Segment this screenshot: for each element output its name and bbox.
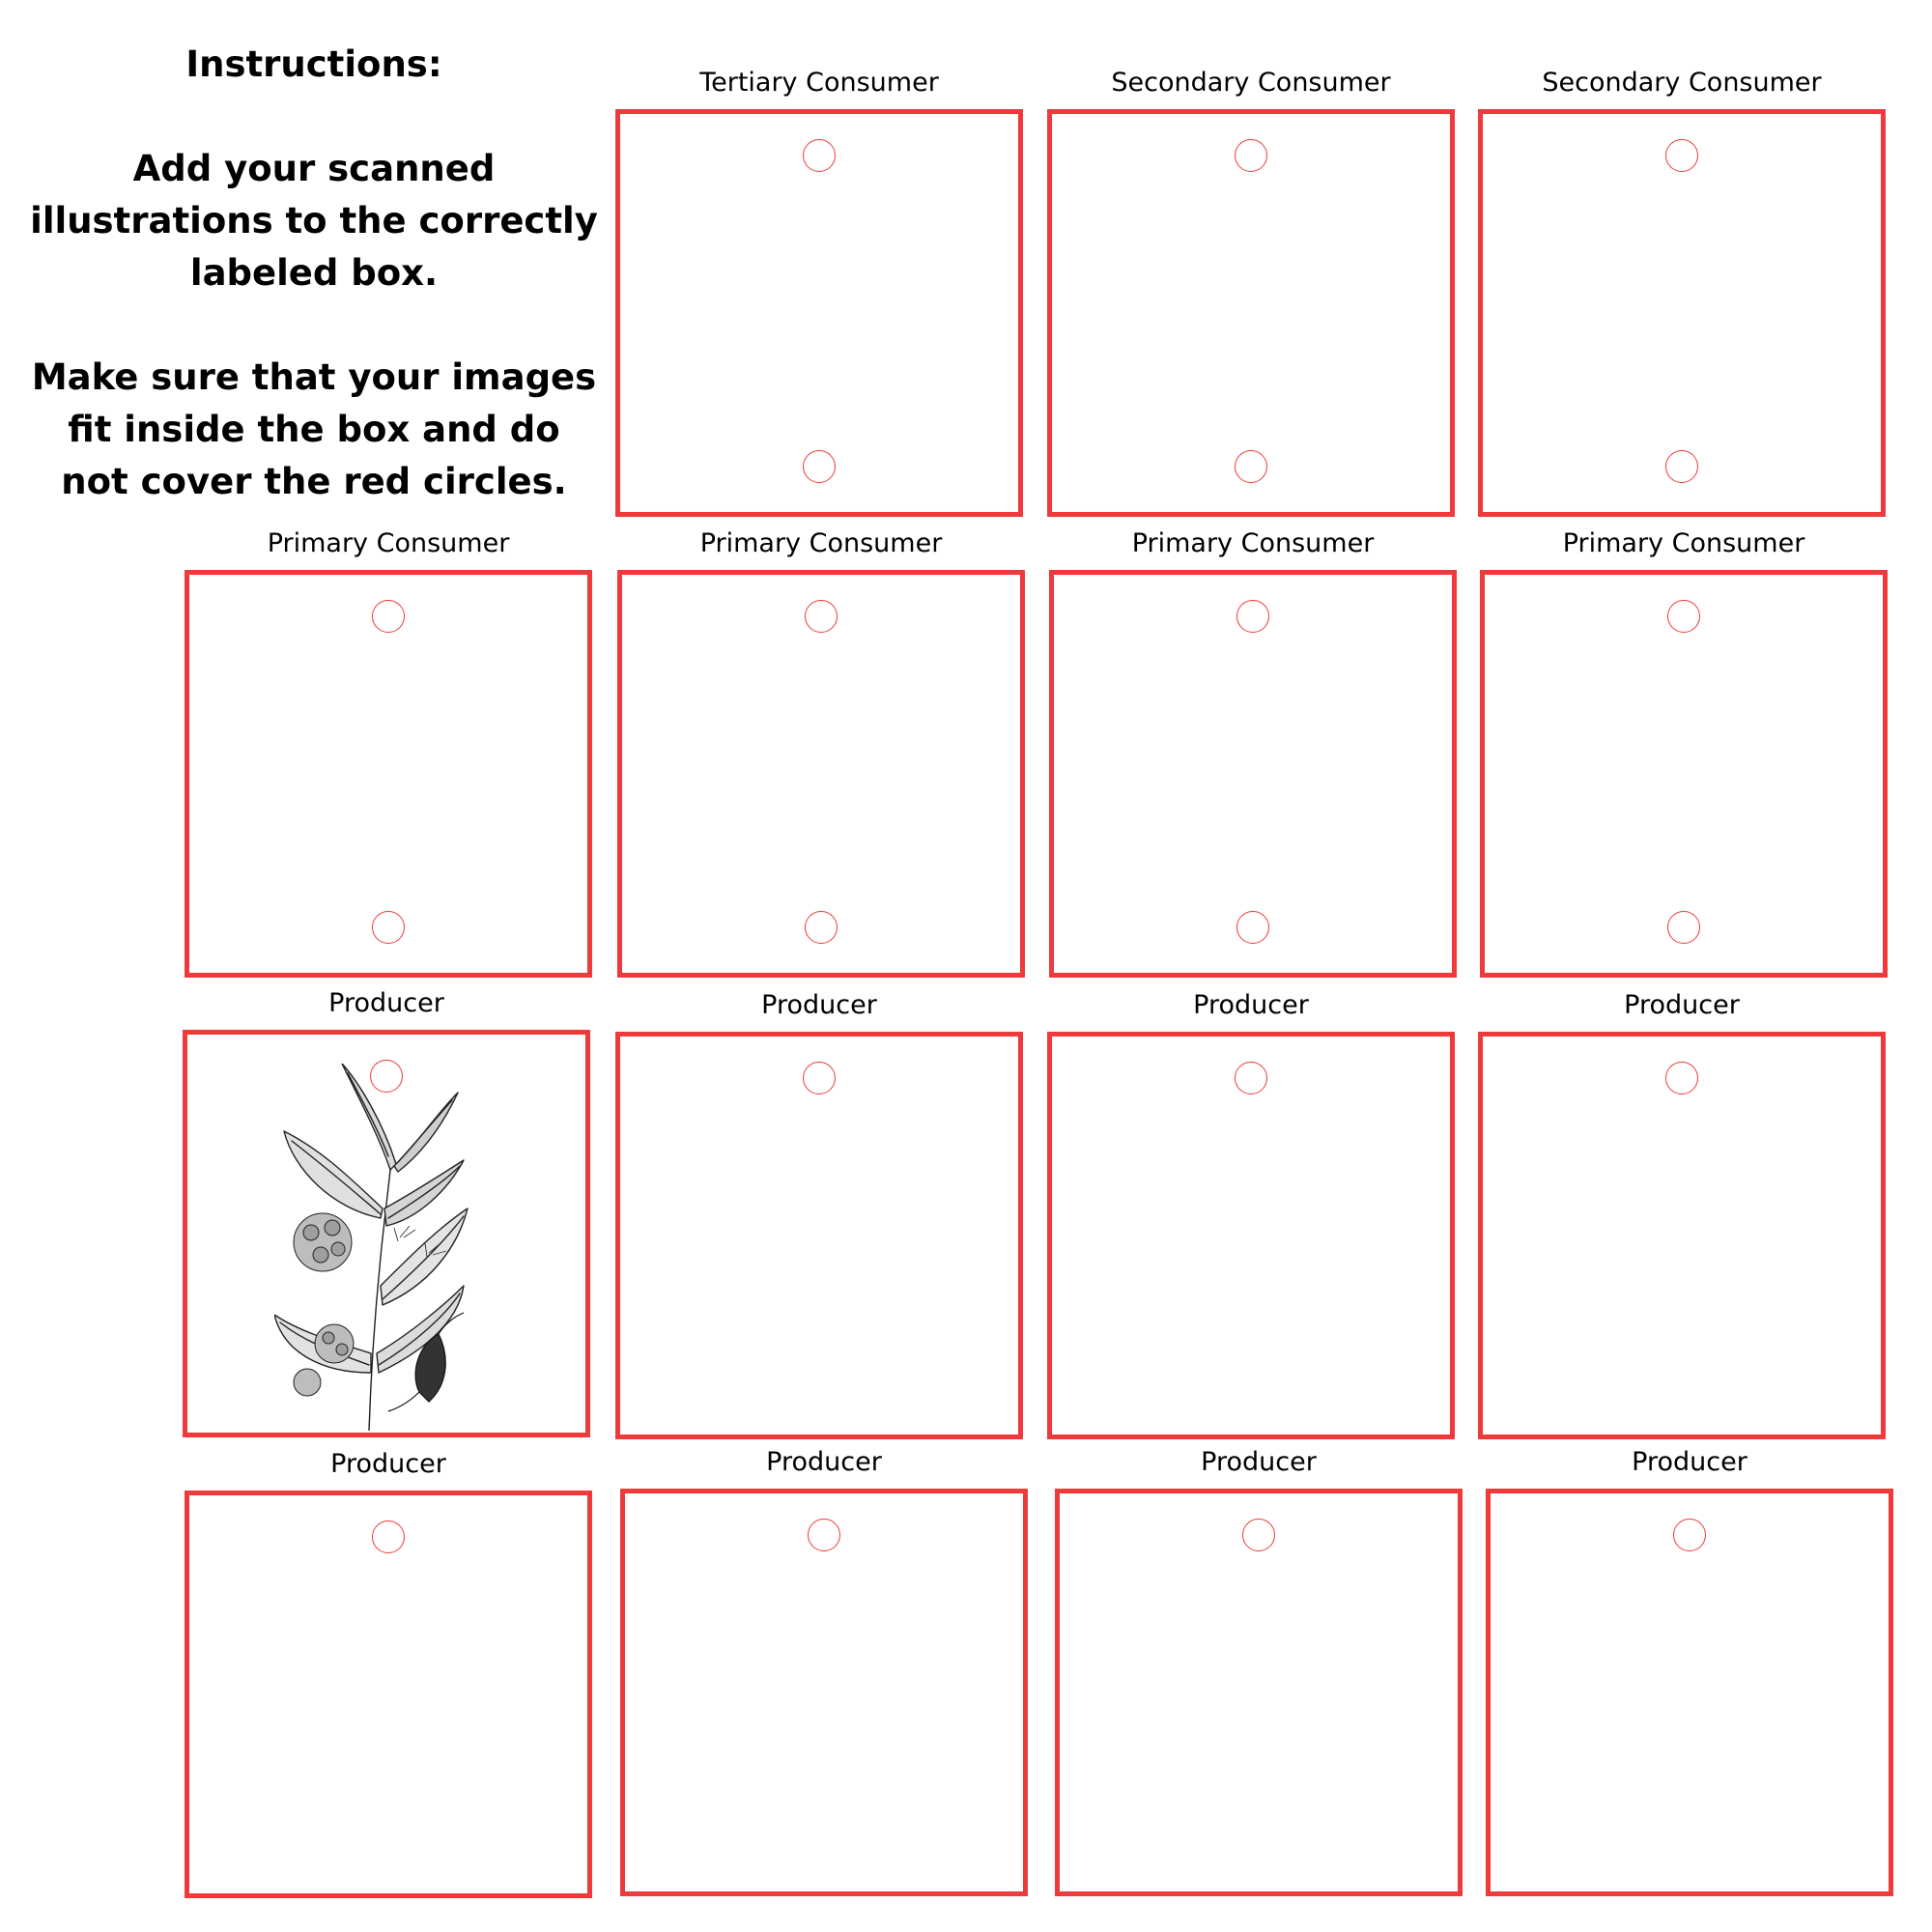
top-hole-marker bbox=[372, 1520, 405, 1553]
drop-box-producer-4[interactable] bbox=[1478, 990, 1886, 1439]
box-frame[interactable] bbox=[183, 1030, 590, 1437]
top-hole-marker bbox=[1673, 1519, 1706, 1551]
top-hole-marker bbox=[1665, 139, 1698, 172]
drop-box-primary-consumer-2[interactable] bbox=[617, 528, 1025, 978]
box-frame[interactable] bbox=[1049, 570, 1457, 978]
top-hole-marker bbox=[1667, 600, 1700, 633]
top-hole-marker bbox=[803, 1062, 836, 1094]
top-hole-marker bbox=[370, 1060, 403, 1093]
top-hole-marker bbox=[1236, 600, 1269, 633]
box-label: Producer bbox=[761, 990, 877, 1020]
box-frame[interactable] bbox=[1047, 109, 1455, 517]
box-label: Producer bbox=[1201, 1447, 1317, 1477]
box-label: Producer bbox=[1632, 1447, 1747, 1477]
bottom-hole-marker bbox=[1235, 450, 1267, 483]
drop-box-producer-5[interactable] bbox=[185, 1449, 592, 1898]
box-label: Primary Consumer bbox=[267, 528, 510, 558]
top-hole-marker bbox=[1235, 139, 1267, 172]
box-frame[interactable] bbox=[1478, 1032, 1886, 1439]
bottom-hole-marker bbox=[1665, 450, 1698, 483]
drop-box-producer-2[interactable] bbox=[615, 990, 1023, 1439]
top-hole-marker bbox=[1242, 1519, 1275, 1551]
drop-box-producer-8[interactable] bbox=[1486, 1447, 1893, 1896]
box-frame[interactable] bbox=[615, 1032, 1023, 1439]
drop-box-primary-consumer-1[interactable] bbox=[185, 528, 592, 978]
top-hole-marker bbox=[808, 1519, 840, 1551]
top-hole-marker bbox=[805, 600, 838, 633]
box-label: Producer bbox=[1624, 990, 1740, 1020]
drop-box-producer-6[interactable] bbox=[620, 1447, 1028, 1896]
milkweed-plant-illustration bbox=[274, 1064, 487, 1431]
box-frame[interactable] bbox=[1480, 570, 1888, 978]
box-frame[interactable] bbox=[1478, 109, 1886, 517]
top-hole-marker bbox=[803, 139, 836, 172]
instructions-panel bbox=[29, 39, 599, 560]
box-label: Producer bbox=[328, 988, 444, 1018]
drop-box-producer-7[interactable] bbox=[1055, 1447, 1463, 1896]
box-frame[interactable] bbox=[620, 1489, 1028, 1896]
top-hole-marker bbox=[1665, 1062, 1698, 1094]
bottom-hole-marker bbox=[372, 911, 405, 944]
top-hole-marker bbox=[1235, 1062, 1267, 1094]
instructions-heading: Instructions: bbox=[185, 43, 442, 85]
drop-box-primary-consumer-3[interactable] bbox=[1049, 528, 1457, 978]
box-label: Tertiary Consumer bbox=[699, 68, 939, 98]
box-label: Secondary Consumer bbox=[1542, 68, 1822, 98]
instructions-paragraph-fit: Make sure that your images fit inside the box and do not cover the red circles. bbox=[31, 356, 597, 502]
bottom-hole-marker bbox=[1236, 911, 1269, 944]
drop-box-producer-3[interactable] bbox=[1047, 990, 1455, 1439]
drop-box-secondary-consumer-1[interactable] bbox=[1047, 68, 1455, 517]
box-label: Producer bbox=[1193, 990, 1309, 1020]
box-label: Secondary Consumer bbox=[1111, 68, 1391, 98]
box-frame[interactable] bbox=[1055, 1489, 1463, 1896]
bottom-hole-marker bbox=[1667, 911, 1700, 944]
box-frame[interactable] bbox=[1486, 1489, 1893, 1896]
box-frame[interactable] bbox=[185, 570, 592, 978]
top-hole-marker bbox=[372, 600, 405, 633]
drop-box-secondary-consumer-2[interactable] bbox=[1478, 68, 1886, 517]
bottom-hole-marker bbox=[803, 450, 836, 483]
drop-box-producer-1[interactable] bbox=[183, 988, 590, 1437]
box-frame[interactable] bbox=[185, 1491, 592, 1898]
bottom-hole-marker bbox=[805, 911, 838, 944]
box-label: Primary Consumer bbox=[1562, 528, 1805, 558]
box-label: Producer bbox=[330, 1449, 446, 1479]
box-label: Primary Consumer bbox=[699, 528, 943, 558]
box-frame[interactable] bbox=[1047, 1032, 1455, 1439]
box-label: Primary Consumer bbox=[1131, 528, 1375, 558]
box-frame[interactable] bbox=[615, 109, 1023, 517]
drop-box-primary-consumer-4[interactable] bbox=[1480, 528, 1888, 978]
instructions-paragraph-add: Add your scanned illustrations to the correctly labeled box. bbox=[30, 148, 598, 294]
box-label: Producer bbox=[766, 1447, 882, 1477]
box-frame[interactable] bbox=[617, 570, 1025, 978]
drop-box-tertiary-consumer[interactable] bbox=[615, 68, 1023, 517]
